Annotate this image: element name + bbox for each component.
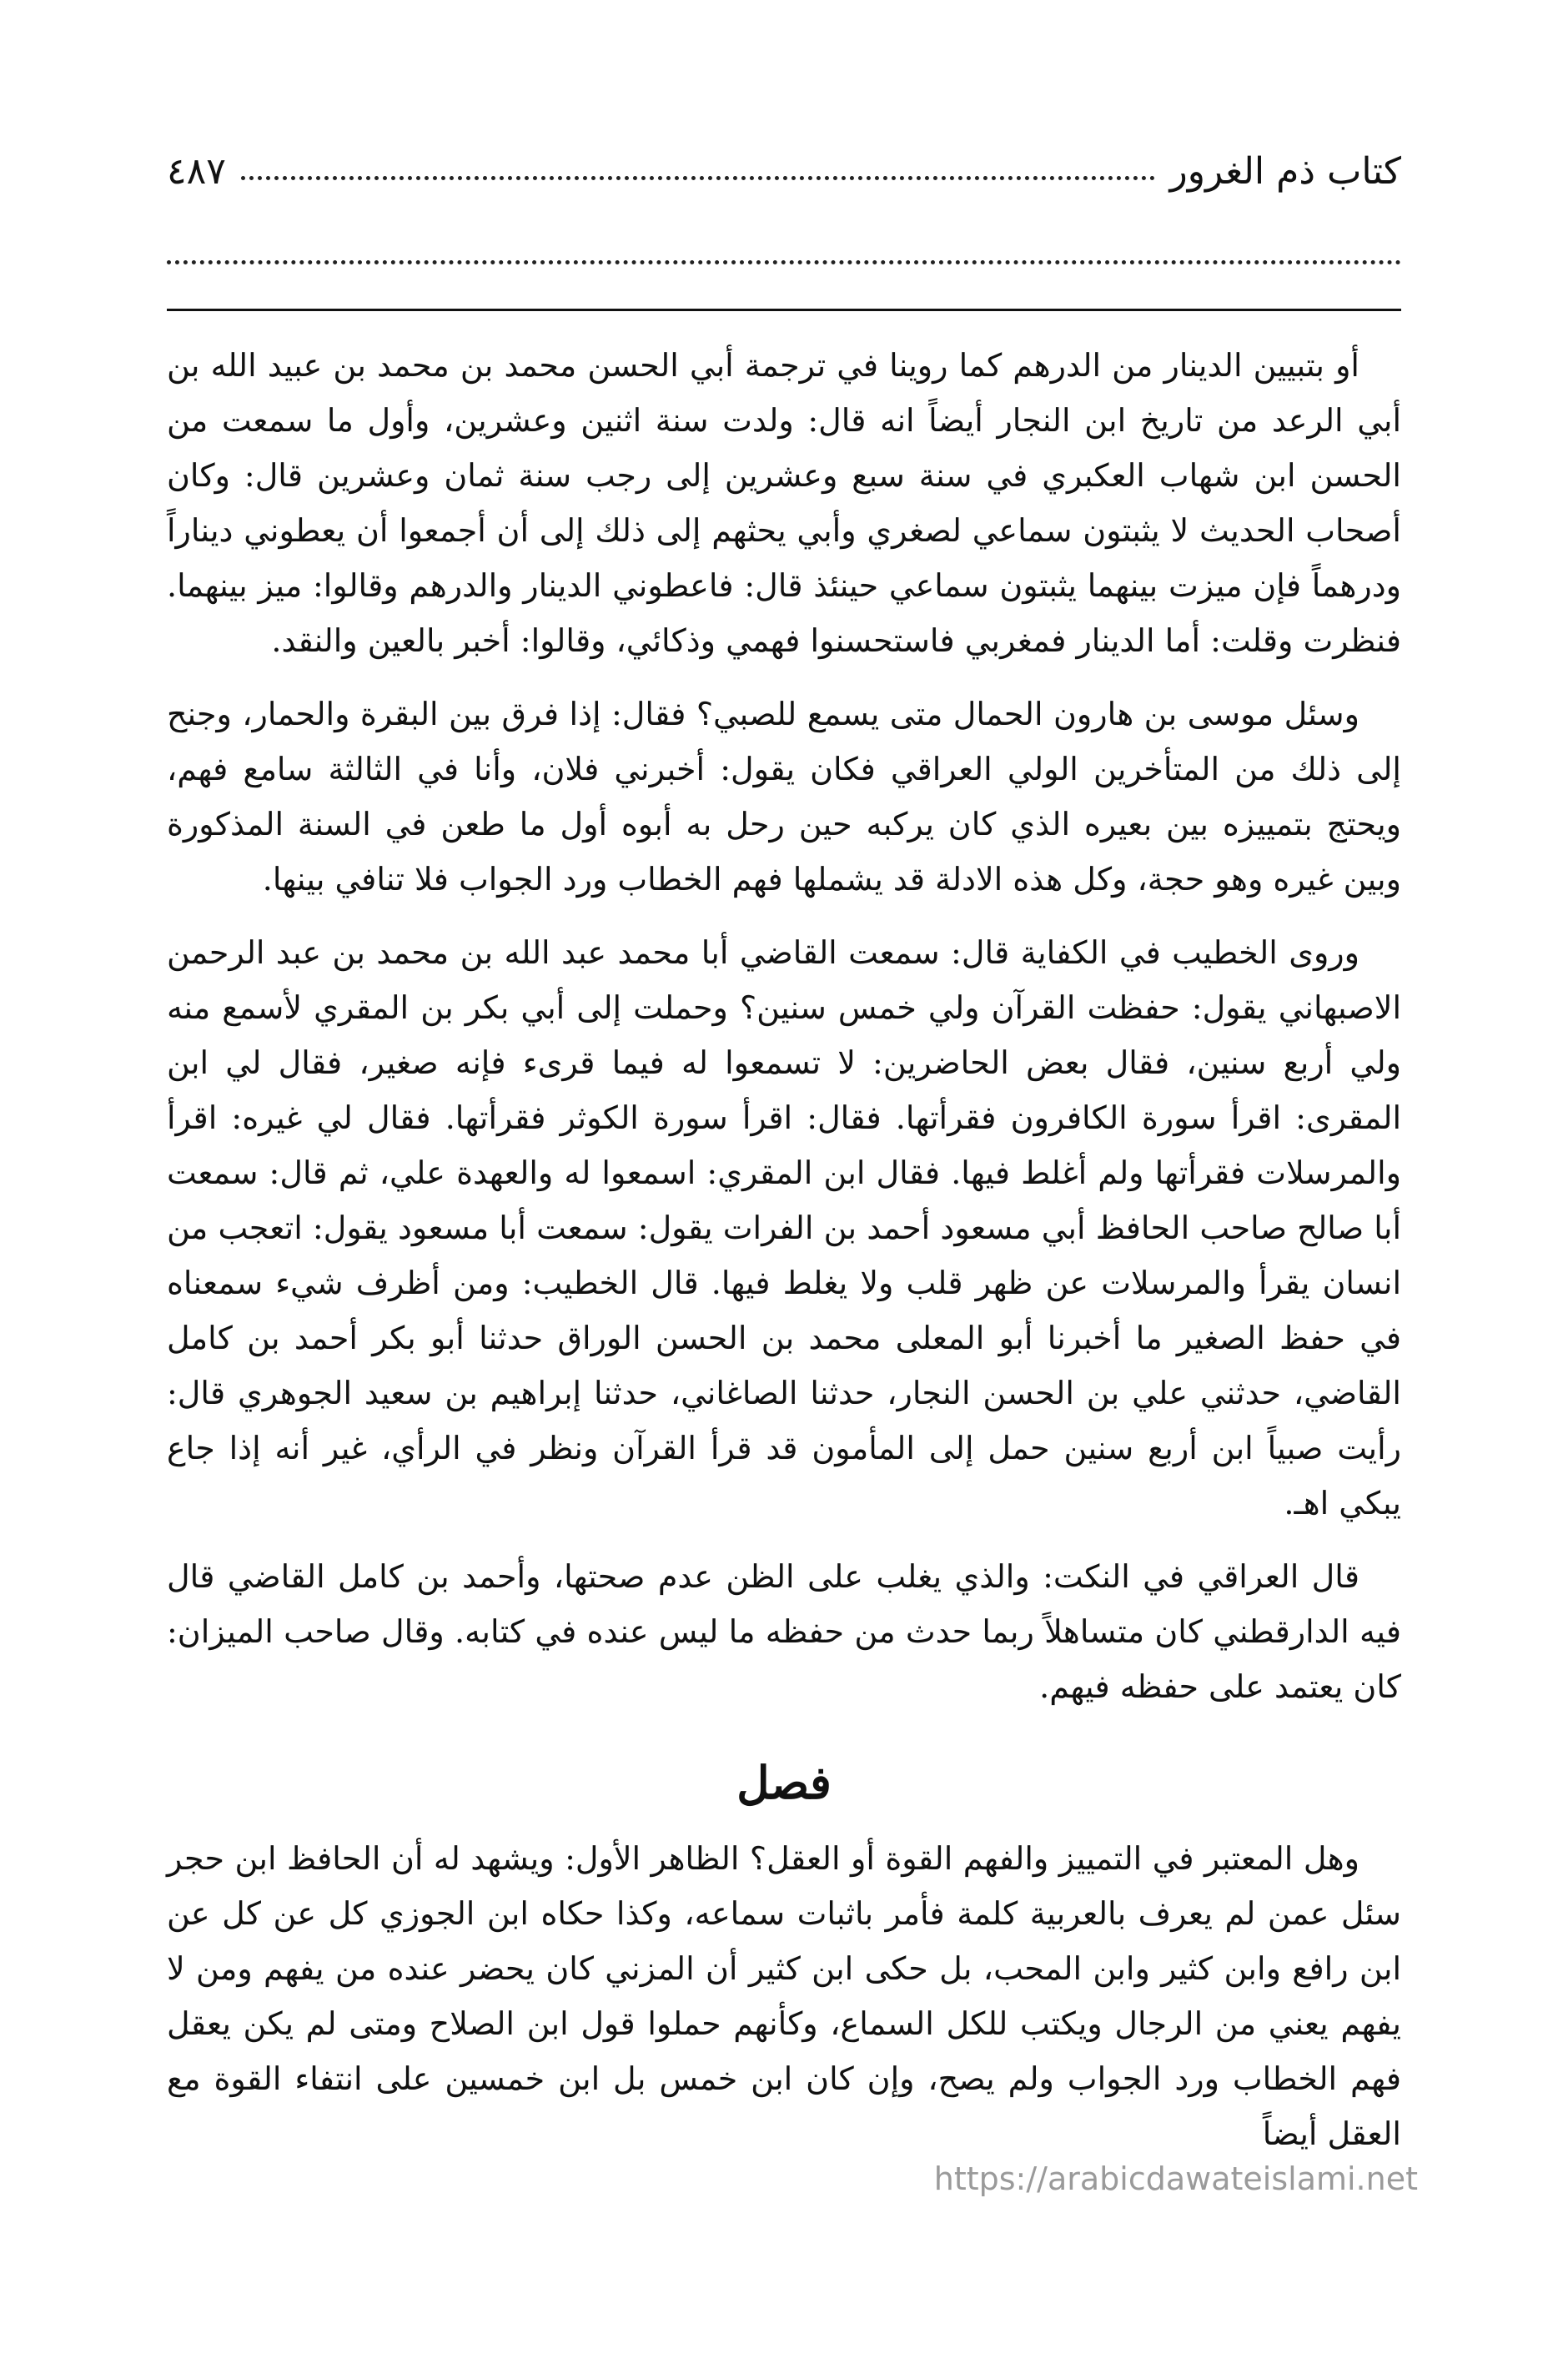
paragraph-4: قال العراقي في النكت: والذي يغلب على الظن عدم صحتها، وأحمد بن كامل القاضي قال فيه الدارقطني كان متساهلاً ربما حدث من حفظه ما ليس عنده في كتابه. وقال صاحب الميزان: كان يعتمد على حفظه فيهم. [167, 1558, 1401, 1705]
header-rule [167, 309, 1401, 311]
main-text [167, 338, 1401, 2180]
paragraph-2: وسئل موسى بن هارون الحمال متى يسمع للصبي؟ فقال: إذا فرق بين البقرة والحمار، وجنح إلى ذلك من المتأخرين الولي العراقي فكان يقول: أخبرني فلان، وأنا في الثالثة سامع فهم، ويحتج بتمييزه بين بعيره الذي كان يركبه حين رحل به أبوه أول ما طعن في السنة المذكورة وبين غيره وهو حجة، وكل هذه الادلة قد يشملها فهم الخطاب ورد الجواب فلا تنافي بينها. [167, 696, 1401, 898]
running-header [167, 142, 1401, 200]
section-heading: فصل [736, 1756, 832, 1809]
dotted-rule [167, 260, 1401, 264]
section-paragraph: وهل المعتبر في التمييز والفهم القوة أو العقل؟ الظاهر الأول: ويشهد له أن الحافظ ابن حجر سئل عمن لم يعرف بالعربية كلمة فأمر باثبات سماعه، وكذا حكاه ابن الجوزي كل عن كل عن ابن رافع وابن كثير وابن المحب، بل حكى ابن كثير أن المزني كان يحضر عنده من يفهم ومن لا يفهم يعني من الرجال ويكتب للكل السماع، وكأنهم حملوا قول ابن الصلاح ومتى لم يكن يعقل فهم الخطاب ورد الجواب ولم يصح، وإن كان ابن خمس بل ابن خمسين على انتفاء القوة مع العقل أيضاً [167, 1840, 1401, 2152]
dotted-leader [241, 176, 1155, 180]
watermark-url: https://arabicdawateislami.net [933, 2160, 1418, 2197]
book-title: كتاب ذم الغرور [1169, 149, 1401, 193]
page-number: ٤٨٧ [167, 149, 226, 193]
paragraph-3: وروى الخطيب في الكفاية قال: سمعت القاضي أبا محمد عبد الله بن محمد بن عبد الرحمن الاصبهاني يقول: حفظت القرآن ولي خمس سنين؟ وحملت إلى أبي بكر بن المقري لأسمع منه ولي أربع سنين، فقال بعض الحاضرين: لا تسمعوا له فيما قرىء فإنه صغير، فقال لي ابن المقرى: اقرأ سورة الكافرون فقرأتها. فقال: اقرأ سورة الكوثر فقرأتها. فقال لي غيره: اقرأ والمرسلات فقرأتها ولم أغلط فيها. فقال ابن المقري: اسمعوا له والعهدة علي، ثم قال: سمعت أبا صالح صاحب الحافظ أبي مسعود أحمد بن الفرات يقول: سمعت أبا مسعود يقول: اتعجب من انسان يقرأ والمرسلات عن ظهر قلب ولا يغلط فيها. قال الخطيب: ومن أظرف شيء سمعناه في حفظ الصغير ما أخبرنا أبو المعلى محمد بن الحسن الوراق حدثنا أبو بكر أحمد بن كامل القاضي، حدثني علي بن الحسن النجار، حدثنا الصاغاني، حدثنا إبراهيم بن سعيد الجوهري قال: رأيت صبياً ابن أربع سنين حمل إلى المأمون قد قرأ القرآن ونظر في الرأي، غير أنه إذا جاع يبكي اهـ. [167, 934, 1402, 1522]
paragraph-1: أو بتبيين الدينار من الدرهم كما روينا في ترجمة أبي الحسن محمد بن محمد بن عبيد الله بن أبي الرعد من تاريخ ابن النجار أيضاً انه قال: ولدت سنة اثنين وعشرين، وأول ما سمعت من الحسن ابن شهاب العكبري في سنة سبع وعشرين إلى رجب سنة ثمان وعشرين قال: وكان أصحاب الحديث لا يثبتون سماعي لصغري وأبي يحثهم إلى ذلك إلى أن أجمعوا أن يعطوني ديناراً ودرهماً فإن ميزت بينهما يثبتون سماعي حينئذ قال: فاعطوني الدينار والدرهم وقالوا: ميز بينهما. فنظرت وقلت: أما الدينار فمغربي فاستحسنوا فهمي وذكائي، وقالوا: أخبر بالعين والنقد. [167, 347, 1401, 659]
